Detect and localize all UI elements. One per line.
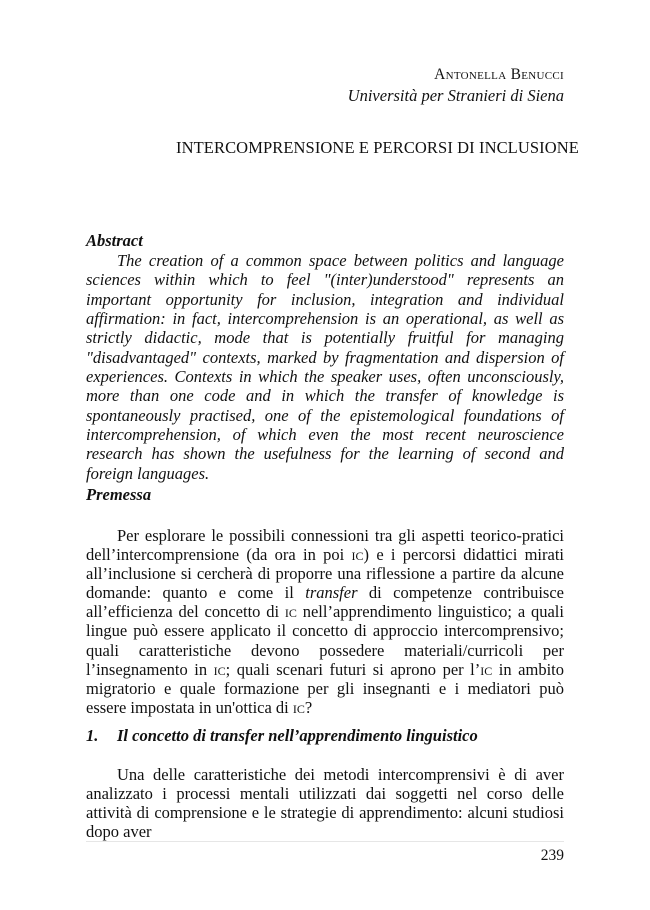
ic-abbrev: ic (292, 697, 305, 717)
premessa-paragraph (86, 526, 564, 717)
section-1-title: Il concetto di transfer nell’apprendimento linguistico (117, 726, 478, 745)
abstract-heading: Abstract (86, 231, 143, 250)
premessa-text-6: in ambito migratorio e quale formazione per gli insegnanti e i mediatori può essere impostata in un'ottica di (86, 659, 564, 717)
section-1-number: 1. (86, 726, 99, 745)
premessa-text-7: ? (304, 697, 313, 717)
author-affiliation: Università per Stranieri di Siena (347, 86, 564, 105)
article-title: INTERCOMPRENSIONE E PERCORSI DI INCLUSIONE (176, 138, 579, 157)
footer-divider (86, 841, 564, 842)
premessa-text-2: ) e i percorsi didattici mirati all’inclusione si cercherà di proporre una riflessione a partire da alcune domande: quanto e come il (86, 545, 564, 603)
premessa-heading: Premessa (86, 485, 152, 504)
abstract-text: The creation of a common space between politics and language sciences within which to feel "(inter)understood" represents an important opportunity for inclusion, integration and individual affirmation: in fact, intercomprehension is an operational, as well as strictly didactic, mode that is potentially fruitful for managing "disadvantaged" contexts, marked by fragmentation and dispersion of experiences. Contexts in which the speaker uses, often unconsciously, more than one code and in which the transfer of knowledge is spontaneously practised, one of the epistemological foundations of intercomprehension, of which even the most recent neuroscience research has shown the usefulness for the learning of second and foreign languages. (86, 251, 564, 483)
ic-abbrev: ic (480, 659, 493, 679)
author-name: Antonella Benucci (434, 66, 564, 83)
transfer-term: transfer (305, 583, 358, 603)
premessa-text-3: di competenze contribuisce all’efficienza del concetto di (86, 583, 564, 622)
ic-abbrev: ic (284, 602, 297, 622)
page-number: 239 (540, 847, 564, 864)
premessa-text-4: nell’apprendimento linguistico; a quali lingue può essere applicato il concetto di approccio intercomprensivo; quali caratteristiche devono possedere materiali/curricoli per l’insegnamento in (86, 602, 564, 679)
section-1-paragraph: Una delle caratteristiche dei metodi intercomprensivi è di aver analizzato i processi mentali utilizzati dai soggetti nel corso delle attività di comprensione e le strategie di apprendimento: alcuni studiosi dopo aver (86, 765, 564, 842)
premessa-text-5: ; quali scenari futuri si aprono per l’ (225, 659, 481, 679)
ic-abbrev: ic (213, 659, 226, 679)
ic-abbrev: ic (351, 545, 364, 565)
section-1-heading (86, 726, 478, 746)
premessa-text-1: Per esplorare le possibili connessioni tra gli aspetti teorico-pratici dell’intercomprensione (da ora in poi (86, 526, 564, 565)
